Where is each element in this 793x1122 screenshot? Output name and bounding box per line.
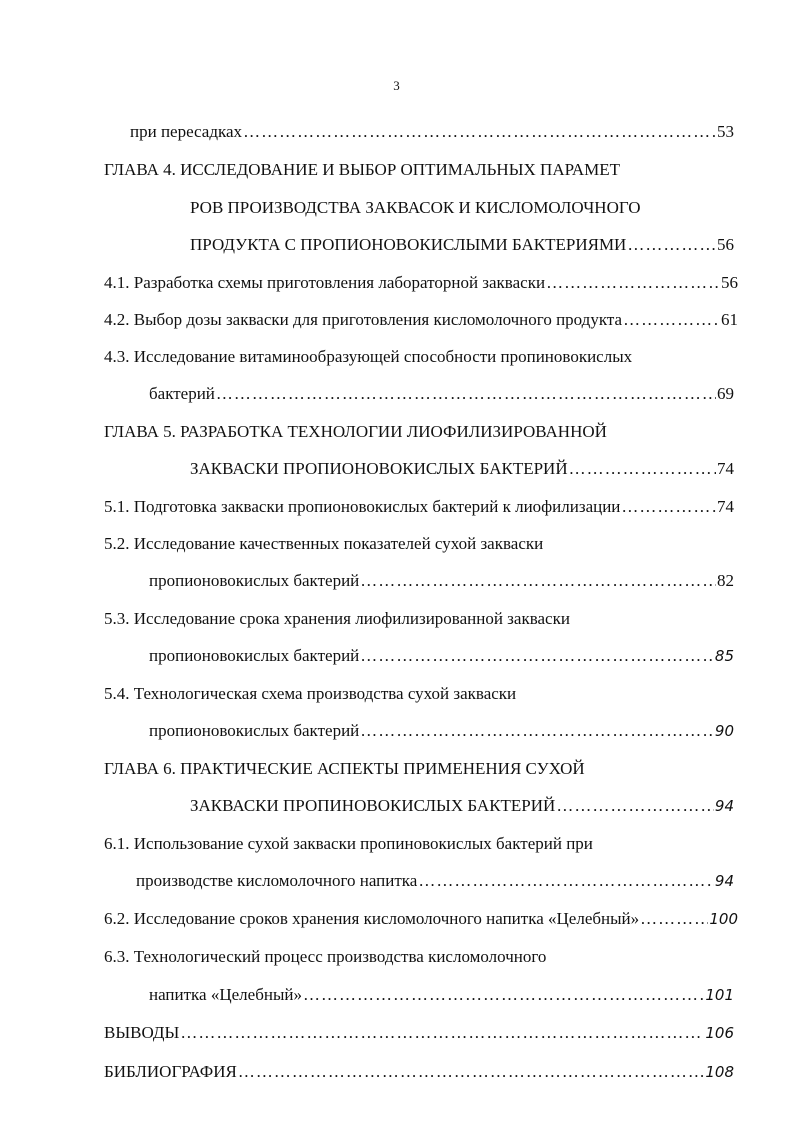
toc-entry	[104, 1022, 734, 1044]
toc-entry-title: ЗАКВАСКИ ПРОПИОНОВОКИСЛЫХ БАКТЕРИЙ	[190, 459, 568, 478]
toc-entry	[149, 383, 734, 405]
leader-dots	[180, 1022, 704, 1044]
toc-entry	[190, 795, 734, 817]
toc-entry	[104, 272, 738, 294]
toc-entry-title: ПРОДУКТА С ПРОПИОНОВОКИСЛЫМИ БАКТЕРИЯМИ	[190, 235, 627, 254]
toc-entry-title: ЗАКВАСКИ ПРОПИНОВОКИСЛЫХ БАКТЕРИЙ	[190, 796, 556, 815]
toc-entry-page: 82	[717, 571, 734, 590]
leader-dots	[243, 121, 716, 143]
leader-dots	[360, 645, 714, 667]
toc-entry	[149, 720, 734, 742]
chapter-heading: ГЛАВА 4. ИССЛЕДОВАНИЕ И ВЫБОР ОПТИМАЛЬНЫХ ПАРАМЕТ	[104, 160, 621, 179]
toc-entry-title: ВЫВОДЫ	[104, 1023, 180, 1042]
leader-dots	[303, 984, 704, 1006]
leader-dots	[360, 570, 716, 592]
leader-dots	[569, 458, 716, 480]
toc-entry-title: пропионовокислых бактерий	[149, 571, 360, 590]
leader-dots	[546, 272, 720, 294]
toc-entry-page: 53	[717, 122, 734, 141]
section-heading: 6.3. Технологический процесс производства кисломолочного	[104, 947, 547, 966]
leader-dots	[627, 234, 716, 256]
chapter-heading: ГЛАВА 6. ПРАКТИЧЕСКИЕ АСПЕКТЫ ПРИМЕНЕНИЯ СУХОЙ	[104, 759, 585, 778]
toc-entry-title: 4.1. Разработка схемы приготовления лабораторной закваски	[104, 273, 546, 292]
leader-dots	[216, 383, 716, 405]
toc-entry-page: 94	[714, 872, 734, 890]
toc-entry-title: 4.2. Выбор дозы закваски для приготовления кисломолочного продукта	[104, 310, 623, 329]
toc-entry	[104, 496, 734, 518]
chapter-heading: ГЛАВА 5. РАЗРАБОТКА ТЕХНОЛОГИИ ЛИОФИЛИЗИРОВАННОЙ	[104, 422, 607, 441]
toc-entry-page: 94	[714, 797, 734, 815]
toc-entry	[149, 570, 734, 592]
toc-entry-page: 106	[705, 1024, 734, 1042]
toc-entry	[149, 645, 734, 667]
leader-dots	[621, 496, 716, 518]
toc-entry-page: 74	[717, 497, 734, 516]
toc-entry-page: 108	[705, 1063, 734, 1081]
leader-dots	[418, 870, 714, 892]
leader-dots	[360, 720, 714, 742]
toc-entry-page: 101	[705, 986, 734, 1004]
section-heading: 5.3. Исследование срока хранения лиофилизированной закваски	[104, 609, 570, 628]
toc-entry-page: 85	[714, 647, 734, 665]
toc-entry-page: 90	[714, 722, 734, 740]
toc-entry-title: производстве кисломолочного напитка	[136, 871, 418, 890]
toc-entry-title: пропионовокислых бактерий	[149, 721, 360, 740]
section-heading: 5.4. Технологическая схема производства сухой закваски	[104, 684, 517, 703]
toc-entry-title: при пересадках	[130, 122, 243, 141]
toc-entry-page: 74	[717, 459, 734, 478]
section-heading: 6.1. Использование сухой закваски пропиновокислых бактерий при	[104, 834, 593, 853]
toc-entry-page: 56	[721, 273, 738, 292]
toc-entry-title: 6.2. Исследование сроков хранения кисломолочного напитка «Целебный»	[104, 909, 640, 928]
section-heading: 4.3. Исследование витаминообразующей способности пропиновокислых	[104, 347, 633, 366]
leader-dots	[640, 908, 708, 930]
toc-entry	[190, 234, 734, 256]
leader-dots	[556, 795, 714, 817]
chapter-heading-continued: РОВ ПРОИЗВОДСТВА ЗАКВАСОК И КИСЛОМОЛОЧНОГО	[190, 198, 641, 217]
leader-dots	[623, 309, 720, 331]
toc-entry	[104, 1061, 734, 1083]
toc-entry-title: БИБЛИОГРАФИЯ	[104, 1062, 237, 1081]
toc-entry	[190, 458, 734, 480]
leader-dots	[238, 1061, 705, 1083]
toc-entry-title: бактерий	[149, 384, 215, 403]
toc-entry	[149, 984, 734, 1006]
page-number: 3	[393, 78, 400, 93]
toc-entry	[130, 121, 734, 143]
toc-entry	[104, 908, 738, 930]
toc-entry-page: 100	[709, 910, 738, 928]
toc-entry-page: 69	[717, 384, 734, 403]
section-heading: 5.2. Исследование качественных показателей сухой закваски	[104, 534, 544, 553]
toc-entry-page: 56	[717, 235, 734, 254]
toc-entry-page: 61	[721, 310, 738, 329]
toc-entry-title: пропионовокислых бактерий	[149, 646, 360, 665]
toc-entry-title: 5.1. Подготовка закваски пропионовокислых бактерий к лиофилизации	[104, 497, 621, 516]
toc-entry	[136, 870, 734, 892]
toc-entry	[104, 309, 738, 331]
toc-entry-title: напитка «Целебный»	[149, 985, 302, 1004]
